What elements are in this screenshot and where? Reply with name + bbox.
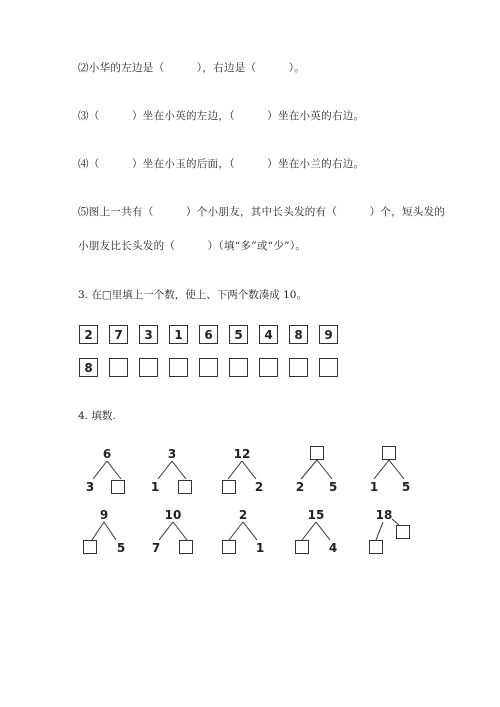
tree-right-number: 1 xyxy=(255,541,265,555)
top-cell: 9 xyxy=(319,325,338,344)
top-cell: 5 xyxy=(229,325,248,344)
top-cell: 6 xyxy=(199,325,218,344)
tree-lines xyxy=(80,509,140,564)
tree-top-number: 3 xyxy=(167,447,177,461)
tree-right-box[interactable] xyxy=(396,525,410,539)
tree-left-number: 3 xyxy=(85,480,95,494)
answer-box[interactable] xyxy=(229,358,248,377)
tree-top-box[interactable] xyxy=(382,446,396,460)
tree-right-number: 4 xyxy=(328,541,338,555)
tree-left-number: 7 xyxy=(151,541,161,555)
top-cell: 1 xyxy=(169,325,188,344)
answer-box[interactable] xyxy=(199,358,218,377)
number-tree-6 xyxy=(80,509,140,564)
tree-left-box[interactable] xyxy=(369,540,383,554)
tree-right-number: 5 xyxy=(328,480,338,494)
tree-top-number: 9 xyxy=(99,508,109,522)
tree-left-number: 1 xyxy=(369,480,379,494)
number-tree-4 xyxy=(288,446,348,501)
answer-box[interactable] xyxy=(289,358,308,377)
number-tree-2 xyxy=(145,448,205,503)
tree-left-box[interactable] xyxy=(222,480,236,494)
tree-top-box[interactable] xyxy=(310,446,324,460)
question-5-line-1: ⑸图上一共有（ ）个小朋友，其中长头发的有（ ）个，短头发的 xyxy=(78,206,446,218)
tree-left-number: 1 xyxy=(150,480,160,494)
bottom-answer-row xyxy=(79,358,338,377)
top-cell: 3 xyxy=(139,325,158,344)
tree-left-box[interactable] xyxy=(295,540,309,554)
answer-box[interactable] xyxy=(169,358,188,377)
question-4: ⑷（ ）坐在小玉的后面，（ ）坐在小兰的右边。 xyxy=(78,158,365,170)
question-2: ⑵小华的左边是（ ），右边是（ ）。 xyxy=(78,62,306,74)
answer-box[interactable] xyxy=(319,358,338,377)
top-cell: 8 xyxy=(289,325,308,344)
tree-top-number: 15 xyxy=(307,508,325,522)
tree-right-number: 2 xyxy=(254,480,264,494)
tree-right-number: 5 xyxy=(116,541,126,555)
tree-left-number: 2 xyxy=(295,480,305,494)
number-tree-5 xyxy=(360,446,420,501)
number-tree-1 xyxy=(80,448,140,503)
section-3-title: 3. 在□里填上一个数，使上、下两个数凑成 10。 xyxy=(78,289,307,301)
number-tree-9 xyxy=(290,509,350,564)
tree-lines xyxy=(218,509,278,564)
tree-left-box[interactable] xyxy=(83,540,97,554)
question-3: ⑶（ ）坐在小英的左边，（ ）坐在小英的右边。 xyxy=(78,110,365,122)
answer-box[interactable] xyxy=(259,358,278,377)
tree-top-number: 10 xyxy=(164,508,182,522)
tree-right-box[interactable] xyxy=(178,480,192,494)
section-4-title: 4. 填数. xyxy=(78,410,116,422)
tree-left-box[interactable] xyxy=(222,540,236,554)
number-tree-3 xyxy=(215,448,275,503)
number-tree-7 xyxy=(148,509,208,564)
number-tree-8 xyxy=(218,509,278,564)
tree-top-number: 2 xyxy=(238,508,248,522)
tree-top-number: 12 xyxy=(233,447,251,461)
question-5-line-2: 小朋友比长头发的（ ）（填“多”或“少”）。 xyxy=(78,240,307,252)
number-tree-10 xyxy=(366,509,426,564)
tree-right-box[interactable] xyxy=(179,540,193,554)
top-cell: 4 xyxy=(259,325,278,344)
answer-box[interactable] xyxy=(139,358,158,377)
tree-right-number: 5 xyxy=(401,480,411,494)
top-cell: 2 xyxy=(79,325,98,344)
answer-box[interactable] xyxy=(109,358,128,377)
tree-top-number: 18 xyxy=(375,508,393,522)
top-cell: 7 xyxy=(109,325,128,344)
top-number-row xyxy=(79,325,338,344)
answer-box[interactable]: 8 xyxy=(79,358,98,377)
tree-top-number: 6 xyxy=(102,447,112,461)
tree-right-box[interactable] xyxy=(111,480,125,494)
